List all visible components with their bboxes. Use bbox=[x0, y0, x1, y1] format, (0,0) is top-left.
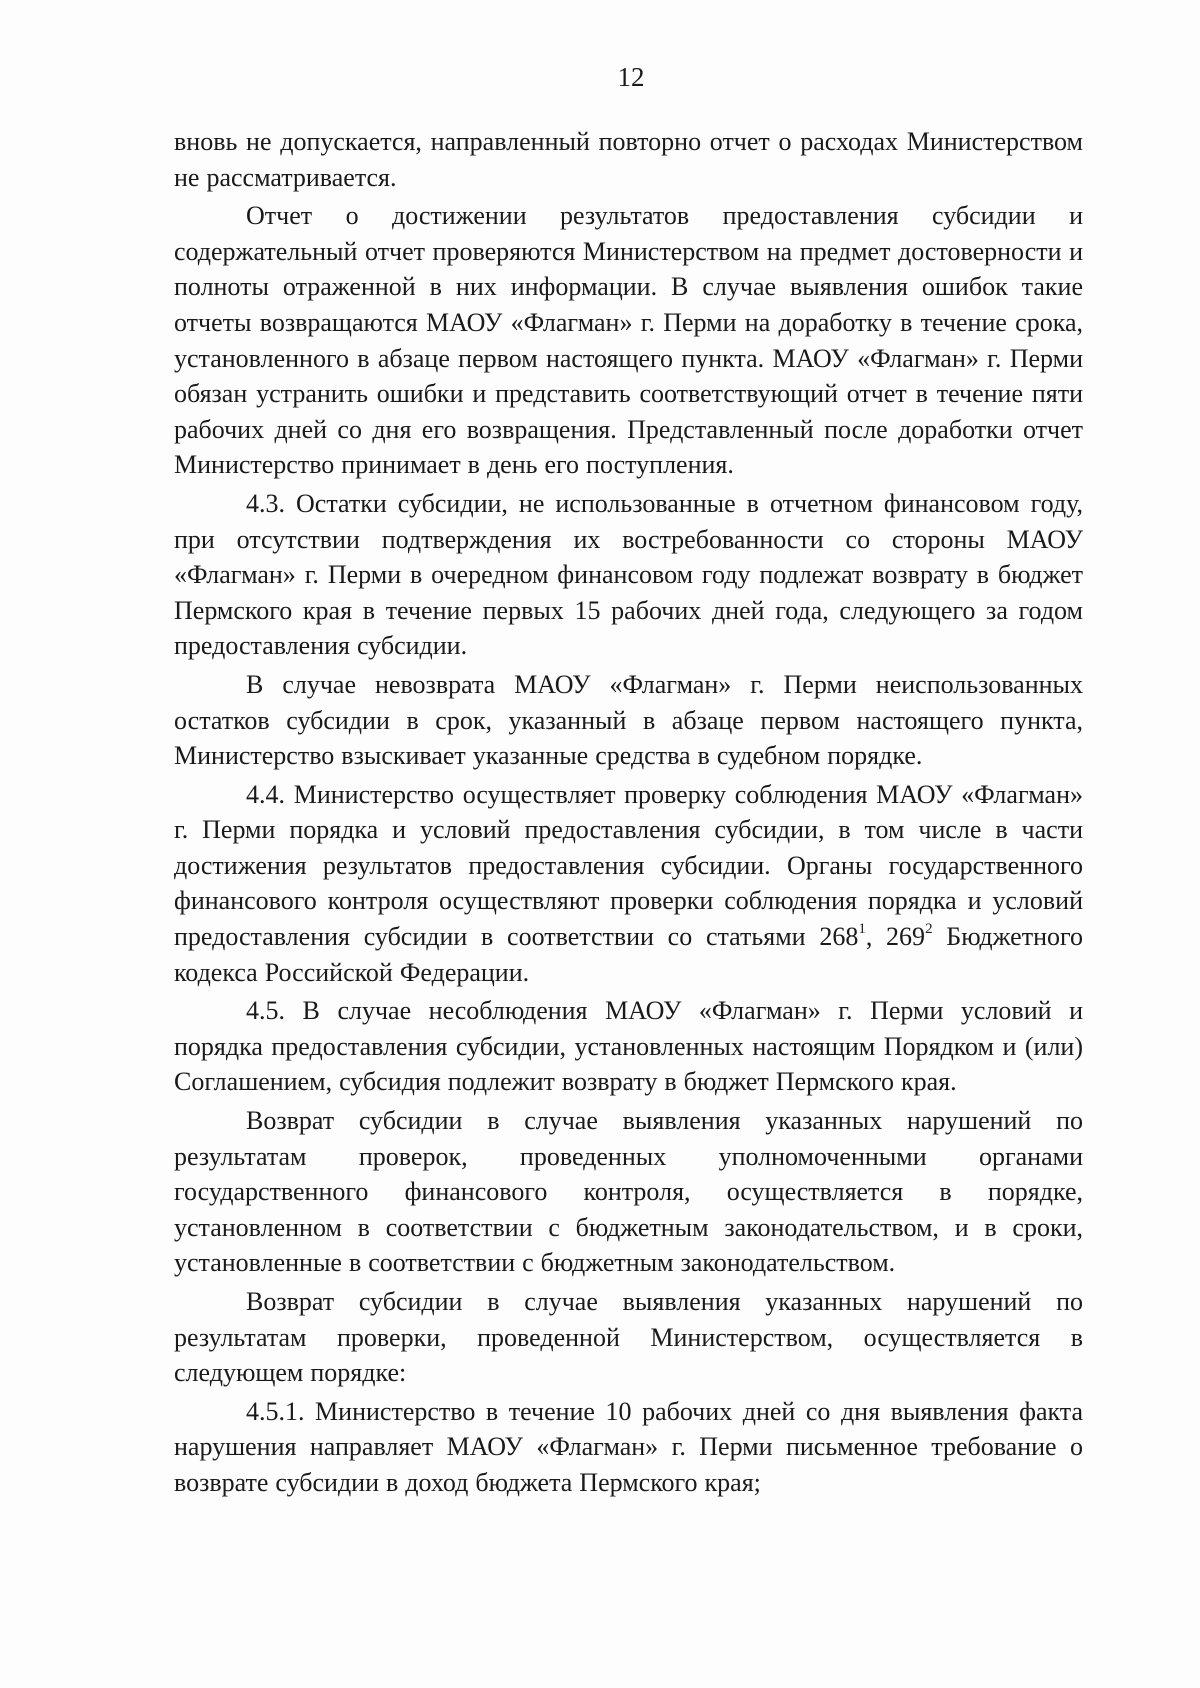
paragraph: В случае невозврата МАОУ «Флагман» г. Перми неиспользованных остатков субсидии в срок, указанный в абзаце первом настоящего пункта, Министерство взыскивает указанные средства в судебном порядке. bbox=[174, 669, 1083, 771]
paragraph: Возврат субсидии в случае выявления указанных нарушений по результатам проверок, проведенных уполномоченными органами государственного финансового контроля, осуществляется в порядке, установленном в соответствии с бюджетным законодательством, и в сроки, установленные в соответствии с бюджетным законодательством. bbox=[174, 1106, 1083, 1278]
superscript: 1 bbox=[858, 921, 866, 938]
paragraph-4-5-1: 4.5.1. Министерство в течение 10 рабочих дней со дня выявления факта нарушения направляет МАОУ «Флагман» г. Перми письменное требование о возврате субсидии в доход бюджета Пермского края; bbox=[174, 1396, 1083, 1497]
paragraph-4-4 bbox=[174, 777, 1083, 991]
page-number: 12 bbox=[617, 62, 645, 92]
paragraph: Отчет о достижении результатов предоставления субсидии и содержательный отчет проверяются Министерством на предмет достоверности и полноты отраженной в них информации. В случае выявления ошибок такие отчеты возвращаются МАОУ «Флагман» г. Перми на доработку в течение срока, установленного в абзаце первом настоящего пункта. МАОУ «Флагман» г. Перми обязан устранить ошибки и представить соответствующий отчет в течение пяти рабочих дней со дня его возвращения. Представленный после доработки отчет Министерство принимает в день его поступления. bbox=[174, 201, 1083, 480]
superscript: 2 bbox=[925, 921, 933, 938]
paragraph-text: , 269 bbox=[865, 922, 926, 952]
paragraph-4-3: 4.3. Остатки субсидии, не использованные в отчетном финансовом году, при отсутствии подтверждения их востребованности со стороны МАОУ «Флагман» г. Перми в очередном финансовом году подлежат возврату в бюджет Пермского края в течение первых 15 рабочих дней года, следующего за годом предоставления субсидии. bbox=[174, 488, 1083, 661]
paragraph: вновь не допускается, направленный повторно отчет о расходах Министерством не рассматривается. bbox=[174, 127, 1083, 192]
paragraph-text: Бюджетного кодекса Российской Федерации. bbox=[174, 922, 1084, 987]
document-body bbox=[174, 124, 1083, 1504]
paragraph: Возврат субсидии в случае выявления указанных нарушений по результатам проверки, проведенной Министерством, осуществляется в следующем порядке: bbox=[174, 1287, 1083, 1388]
paragraph-4-5: 4.5. В случае несоблюдения МАОУ «Флагман» г. Перми условий и порядка предоставления субсидии, установленных настоящим Порядком и (или) Соглашением, субсидия подлежит возврату в бюджет Пермского края. bbox=[174, 996, 1083, 1097]
paragraph-text: 4.4. Министерство осуществляет проверку соблюдения МАОУ «Флагман» г. Перми порядка и условий предоставления субсидии, в том числе в части достижения результатов предоставления субсидии. Органы государственного финансового контроля осуществляют проверки соблюдения порядка и условий предоставления субсидии в соответствии со статьями 268 bbox=[174, 779, 1083, 952]
